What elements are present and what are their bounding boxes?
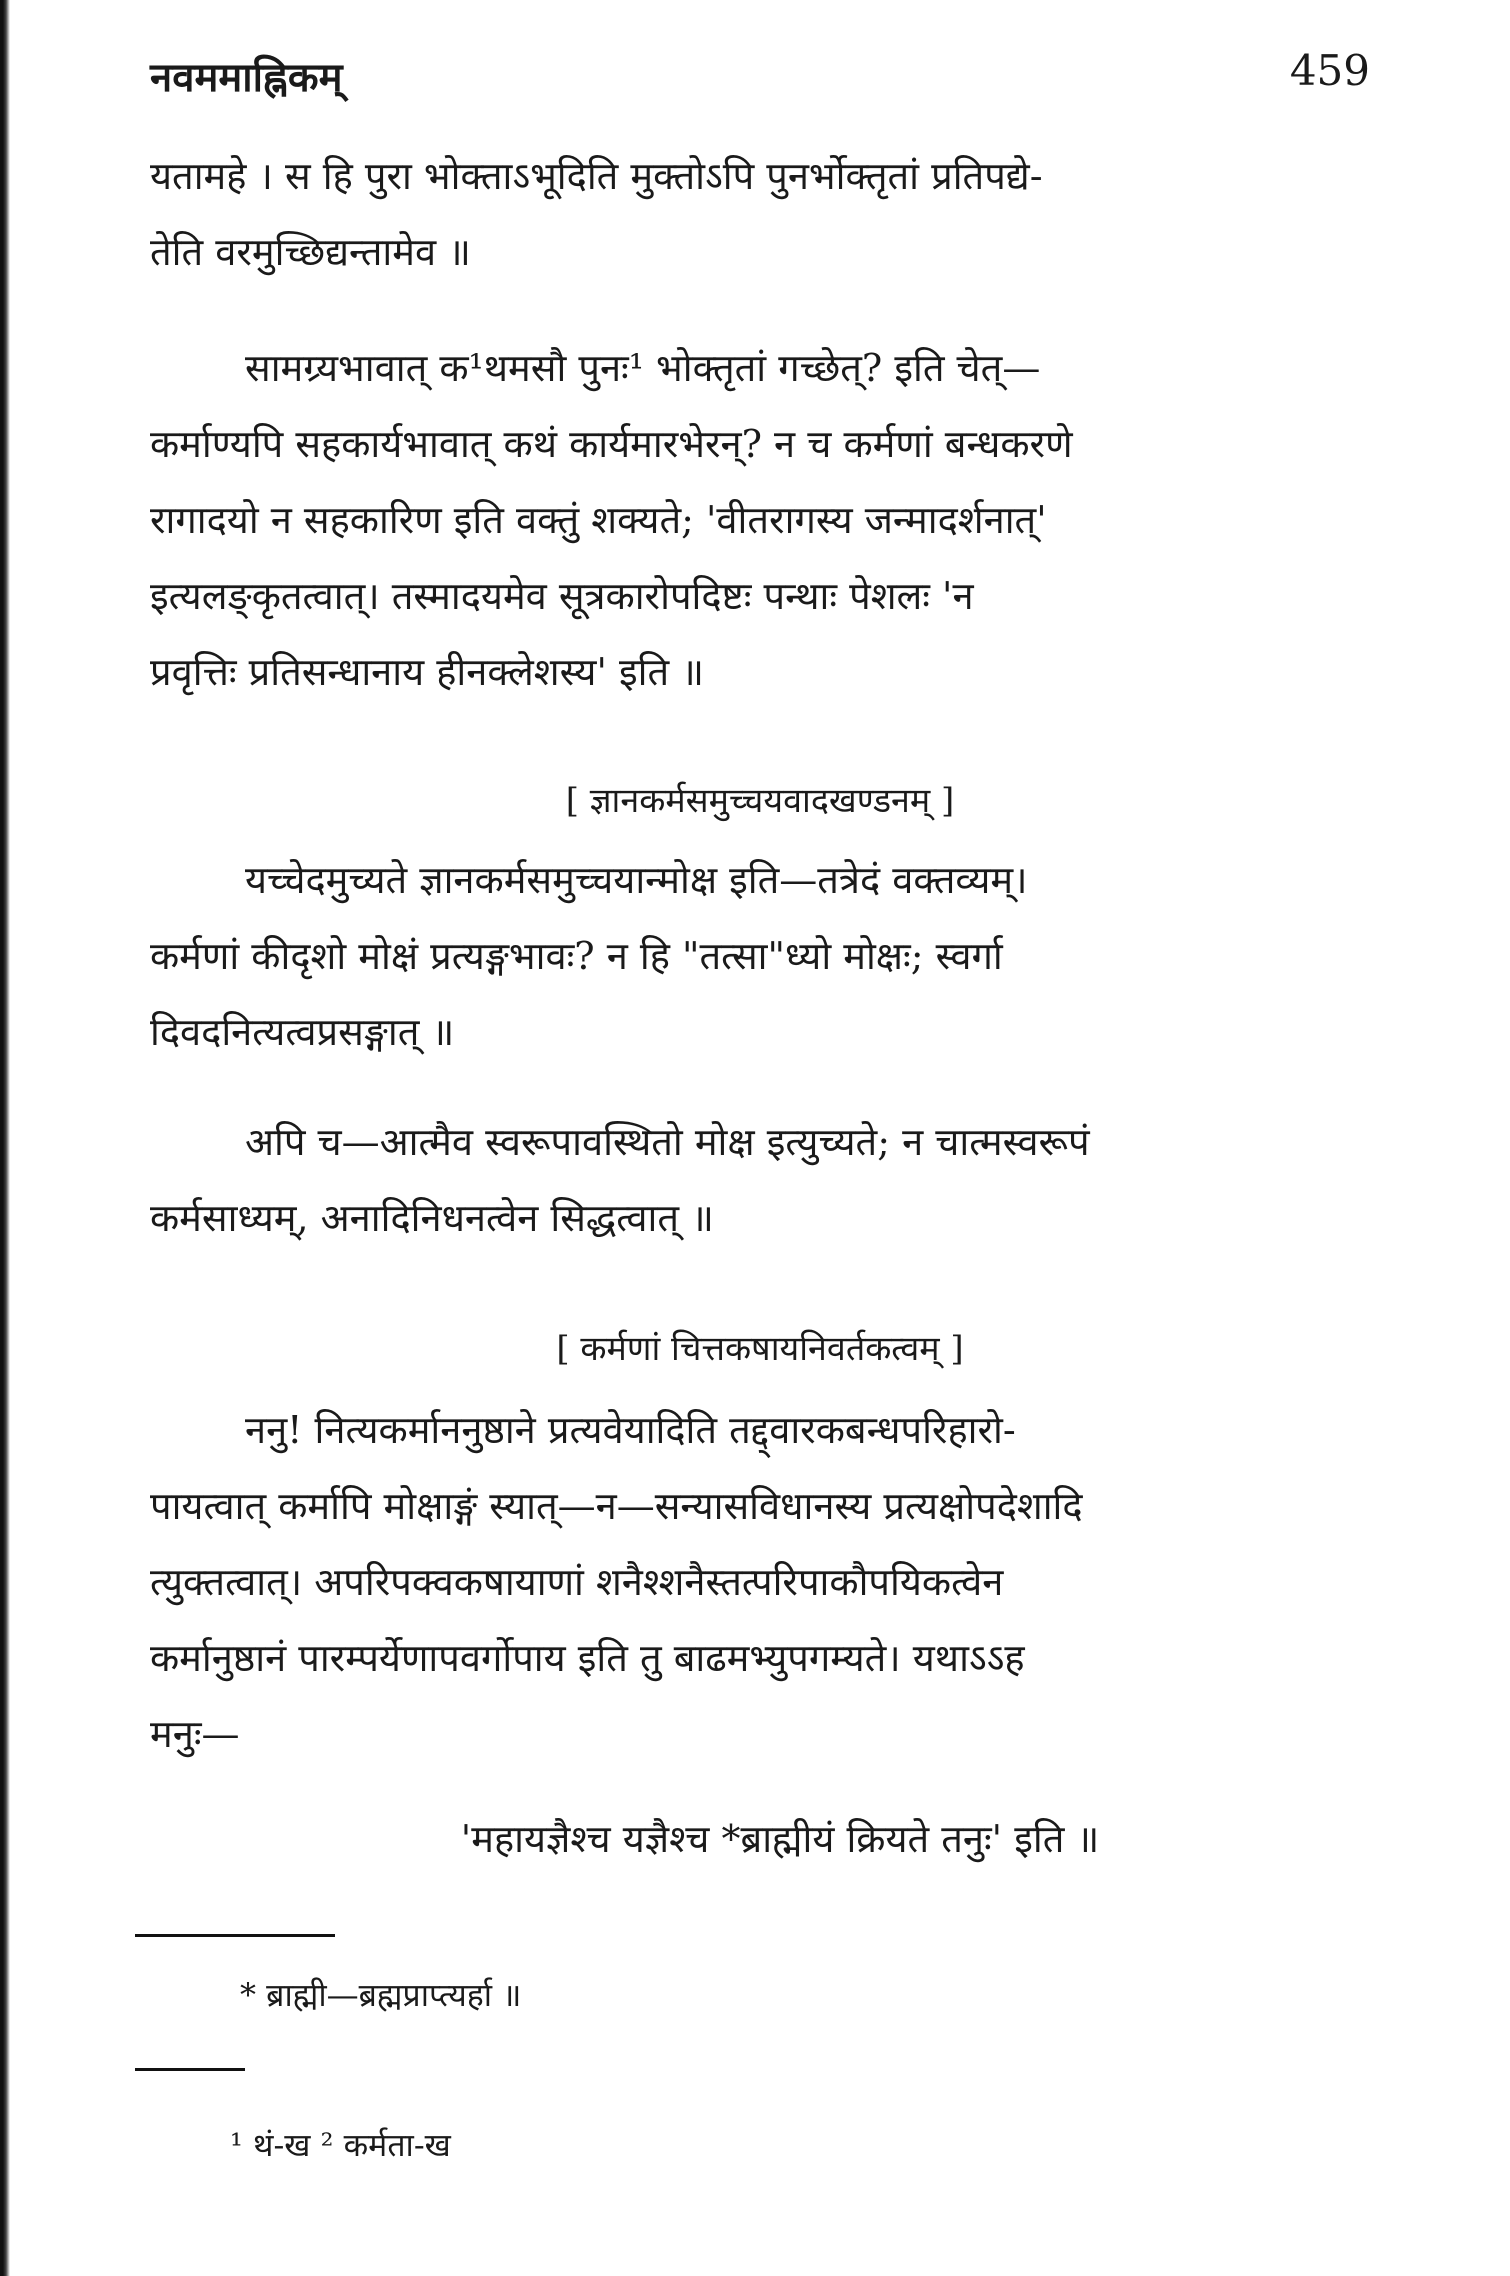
page-binding-edge <box>0 0 10 2276</box>
text-line: कर्मानुष्ठानं पारम्पर्येणापवर्गोपाय इति तु बाढमभ्युपगम्यते। यथाऽऽह <box>150 1636 1025 1680</box>
quotation-manu: 'महायज्ञैश्च यज्ञैश्च *ब्राह्मीयं क्रियते तनुः' इति ॥ <box>460 1817 1100 1861</box>
running-head: नवममाह्निकम् <box>150 54 343 101</box>
text-line: तेति वरमुच्छिद्यन्तामेव ॥ <box>150 230 471 274</box>
paragraph-continuation <box>150 138 1370 290</box>
paragraph-samagri <box>150 330 1370 710</box>
text-line: कर्माण्यपि सहकार्यभावात् कथं कार्यमारभेरन्? न च कर्मणां बन्धकरणे <box>150 422 1073 466</box>
text-line: इत्यलङ्कृतत्वात्। तस्मादयमेव सूत्रकारोपदिष्टः पन्थाः पेशलः 'न <box>150 574 974 618</box>
paragraph-atma <box>150 1104 1370 1256</box>
text-line: सामग्र्यभावात् क¹थमसौ पुनः¹ भोक्तृतां गच्छेत्? इति चेत्— <box>245 346 1041 390</box>
text-line: ननु! नित्यकर्माननुष्ठाने प्रत्यवेयादिति तद्द्वारकबन्धपरिहारो- <box>245 1408 1016 1452</box>
paragraph-nanu <box>150 1392 1370 1772</box>
variant-readings: ¹ थं-ख ² कर्मता-ख <box>230 2126 451 2164</box>
text-line: त्युक्तत्वात्। अपरिपक्वकषायाणां शनैश्शनैस्तत्परिपाकौपयिकत्वेन <box>150 1560 1004 1604</box>
text-line: पायत्वात् कर्मापि मोक्षाङ्गं स्यात्—न—सन्यासविधानस्य प्रत्यक्षोपदेशादि <box>150 1484 1083 1528</box>
text-line: कर्मसाध्यम्, अनादिनिधनत्वेन सिद्धत्वात् ॥ <box>150 1196 714 1240</box>
section-heading-karmanam: [ कर्मणां चित्तकषायनिवर्तकत्वम् ] <box>556 1329 964 1369</box>
page-header <box>150 38 1370 118</box>
text-line: कर्मणां कीदृशो मोक्षं प्रत्यङ्गभावः? न हि "तत्सा"ध्यो मोक्षः; स्वर्गा <box>150 934 1003 978</box>
variant-divider <box>135 2068 245 2071</box>
paragraph-samuccaya <box>150 842 1370 1070</box>
text-line: दिवदनित्यत्वप्रसङ्गात् ॥ <box>150 1010 455 1054</box>
text-line: मनुः— <box>150 1712 240 1756</box>
text-line: रागादयो न सहकारिण इति वक्तुं शक्यते; 'वीतरागस्य जन्मादर्शनात्' <box>150 498 1047 542</box>
page-number: 459 <box>1289 46 1370 95</box>
text-line: यच्चेदमुच्यते ज्ञानकर्मसमुच्चयान्मोक्ष इति—तत्रेदं वक्तव्यम्। <box>245 858 1028 902</box>
footnote-divider <box>135 1934 335 1937</box>
text-line: अपि च—आत्मैव स्वरूपावस्थितो मोक्ष इत्युच्यते; न चात्मस्वरूपं <box>245 1120 1090 1164</box>
footnote-star: * ब्राह्मी—ब्रह्मप्राप्त्यर्हा ॥ <box>240 1976 522 2014</box>
text-line: यतामहे । स हि पुरा भोक्ताऽभूदिति मुक्तोऽपि पुनर्भोक्तृतां प्रतिपद्ये- <box>150 154 1043 198</box>
page-content <box>150 38 1370 2198</box>
section-heading-jnanakarma: [ ज्ञानकर्मसमुच्चयवादखण्डनम् ] <box>565 781 955 821</box>
text-line: प्रवृत्तिः प्रतिसन्धानाय हीनक्लेशस्य' इति ॥ <box>150 650 704 694</box>
